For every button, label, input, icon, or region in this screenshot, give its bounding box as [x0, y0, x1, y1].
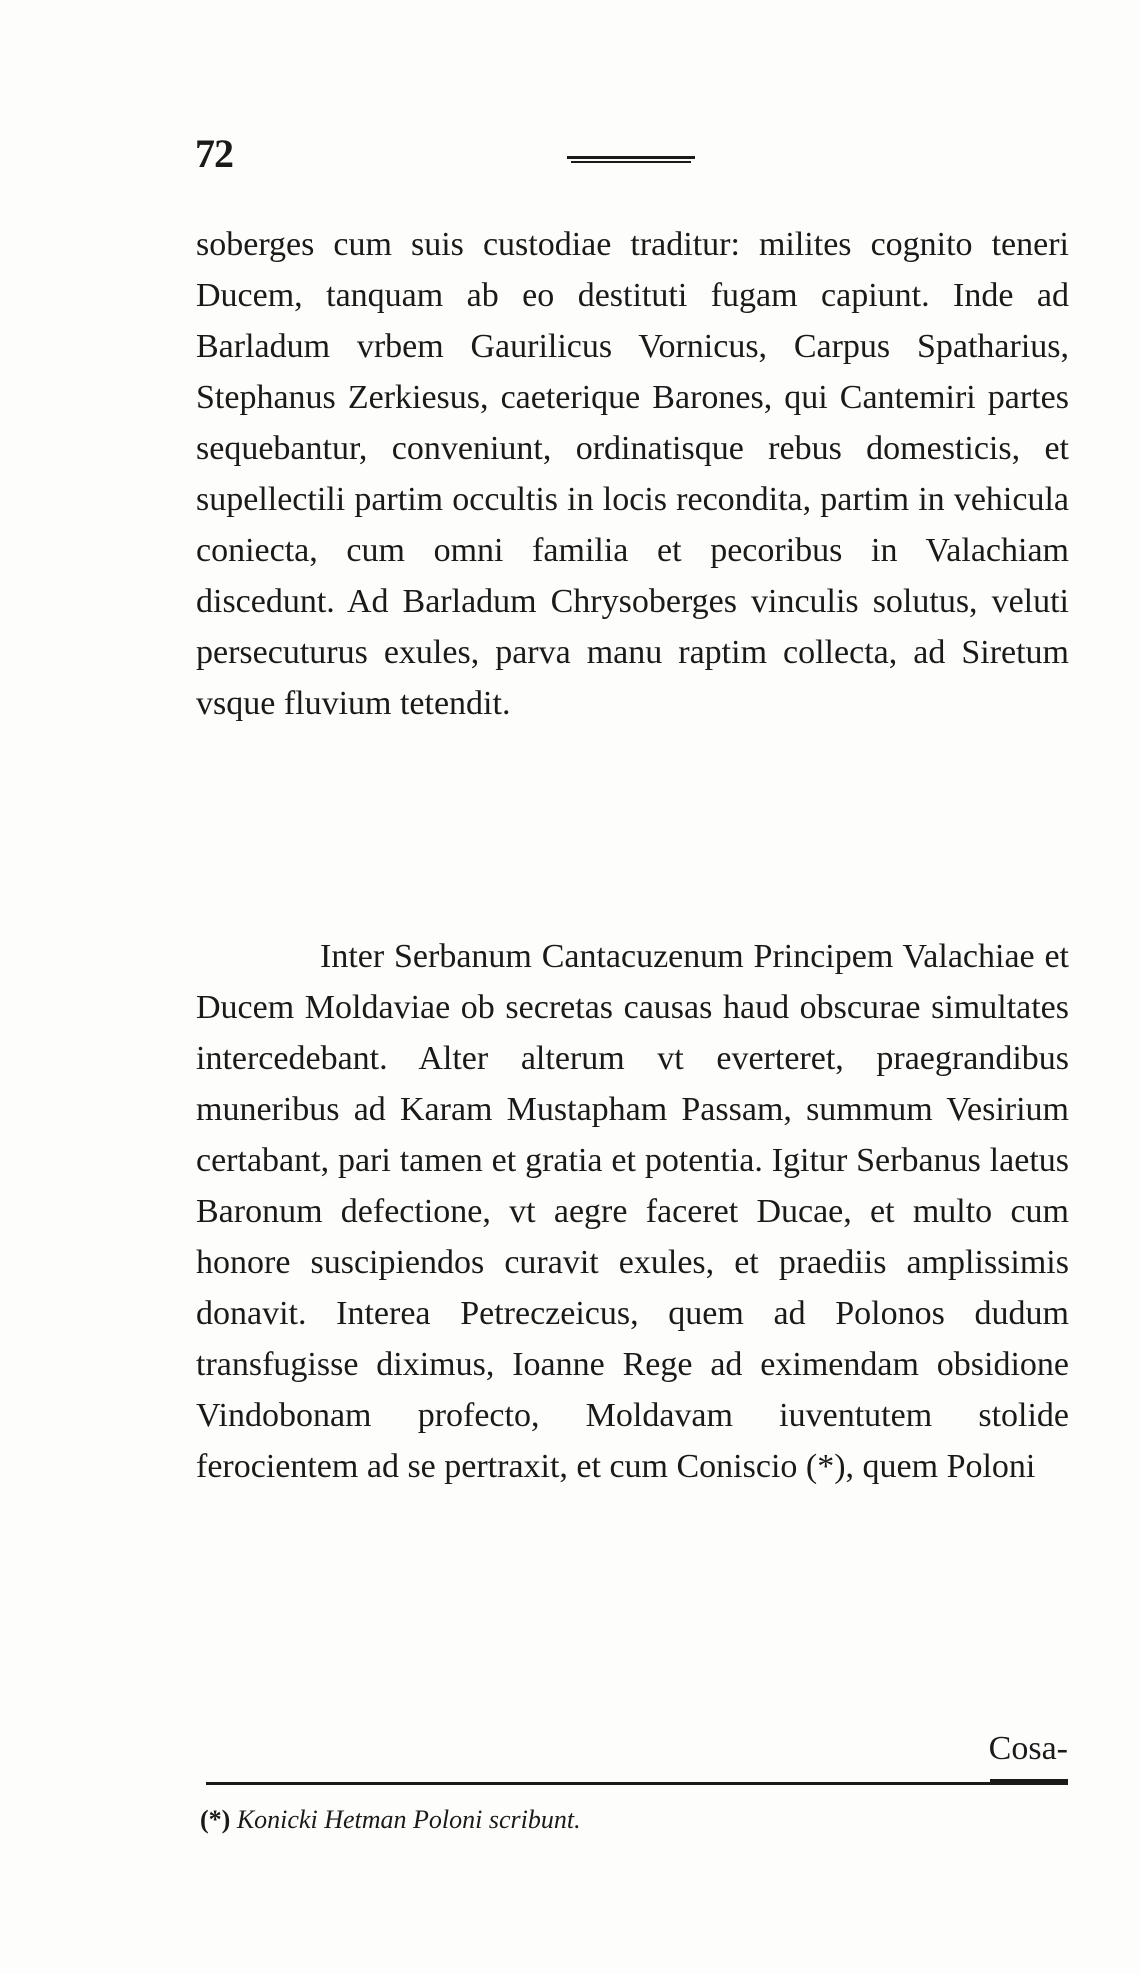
footnote-text: Konicki Hetman Poloni scribunt.	[236, 1805, 581, 1834]
paragraph-1-text: soberges cum suis custodiae traditur: milites cognito teneri Ducem, tanquam ab eo destituti fugam capiunt. Inde ad Barladum vrbem Gaurilicus Vornicus, Carpus Spatharius, Stephanus Zerkiesus, caeterique Barones, qui Cantemiri partes sequebantur, conveniunt, ordinatisque rebus domesticis, et supellectili partim occultis in locis recondita, partim in vehicula coniecta, cum omni familia et pecoribus in Valachiam discedunt. Ad Barladum Chrysoberges vinculis solutus, veluti persecuturus exules, parva manu raptim collecta, ad Siretum vsque fluvium tetendit.	[196, 226, 1069, 722]
paragraph-1	[196, 219, 1069, 729]
footnote-rule	[206, 1782, 1068, 1785]
footnote	[200, 1802, 581, 1838]
paragraph-2	[196, 931, 1069, 1492]
paragraph-2-text: Inter Serbanum Cantacuzenum Principem Valachiae et Ducem Moldaviae ob secretas causas haud obscurae simultates intercedebant. Alter alterum vt everteret, praegrandibus muneribus ad Karam Mustapham Passam, summum Vesirium certabant, pari tamen et gratia et potentia. Igitur Serbanus laetus Baronum defectione, vt aegre faceret Ducae, et multo cum honore suscipiendos curavit exules, et praediis amplissimis donavit. Interea Petreczeicus, quem ad Polonos dudum transfugisse diximus, Ioanne Rege ad eximendam obsidione Vindobonam profecto, Moldavam iuventutem stolide ferocientem ad se pertraxit, et cum Coniscio (*), quem Poloni	[196, 938, 1069, 1485]
footnote-marker: (*)	[200, 1805, 231, 1834]
catch-word: Cosa-	[988, 1730, 1068, 1767]
page-header	[195, 130, 1080, 190]
header-ornament	[567, 156, 695, 164]
footnote-rule-end	[990, 1779, 1068, 1784]
ornament-bar-top	[567, 156, 695, 159]
page-number: 72	[195, 131, 233, 176]
ornament-bar-bottom	[571, 161, 691, 163]
